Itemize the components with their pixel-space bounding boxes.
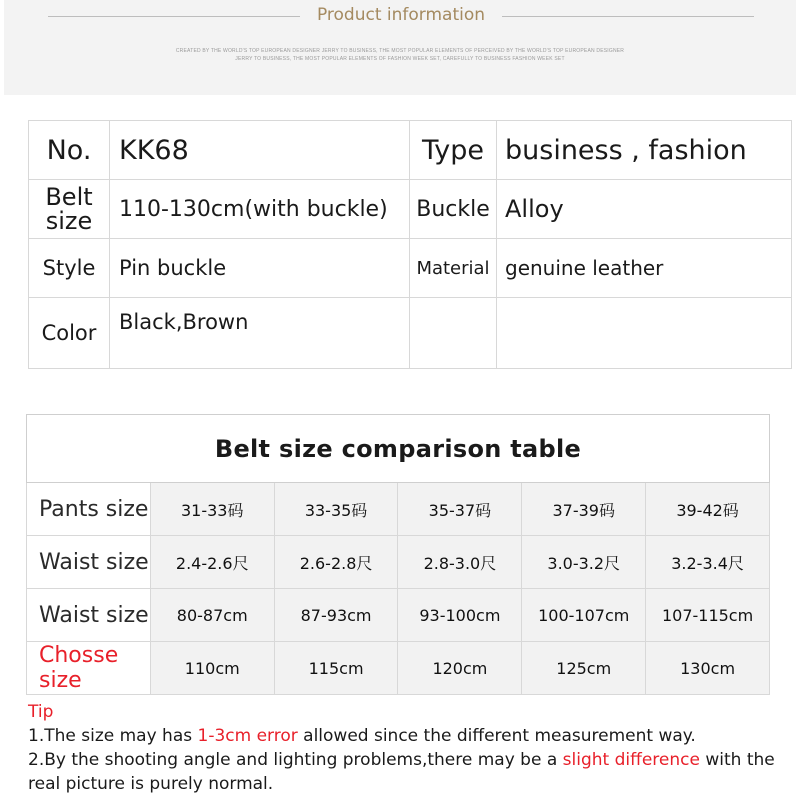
waist-size-chi-label: Waist size [27, 536, 151, 589]
table-cell: 3.2-3.4尺 [646, 536, 770, 589]
table-cell: 100-107cm [522, 589, 646, 642]
buckle-label-cell [410, 180, 497, 239]
table-cell: 87-93cm [274, 589, 398, 642]
table-cell: 39-42码 [646, 483, 770, 536]
table-cell: 130cm [646, 642, 770, 695]
table-row [27, 589, 770, 642]
style-value: Pin buckle [119, 256, 227, 280]
material-label: Material [416, 257, 490, 279]
style-label: Style [42, 256, 96, 280]
material-value: genuine leather [505, 256, 664, 280]
table-cell: 2.8-3.0尺 [398, 536, 522, 589]
tip-line-1 [28, 724, 788, 748]
table-cell: 110cm [150, 642, 274, 695]
type-value-cell [497, 121, 792, 180]
table-cell: 107-115cm [646, 589, 770, 642]
no-value-cell [110, 121, 410, 180]
table-cell: 33-35码 [274, 483, 398, 536]
table-cell: 120cm [398, 642, 522, 695]
belt-size-label [45, 185, 92, 233]
belt-size-label-line-2: size [45, 207, 93, 235]
type-value: business , fashion [505, 134, 747, 166]
style-value-cell [110, 239, 410, 298]
no-label: No. [46, 134, 92, 166]
product-info-table [28, 120, 792, 369]
style-label-cell [29, 239, 110, 298]
header-divider-right [502, 16, 754, 17]
empty-cell [410, 298, 497, 369]
color-value-cell [110, 298, 410, 369]
table-row [29, 298, 792, 369]
material-label-cell [410, 239, 497, 298]
table-cell: 80-87cm [150, 589, 274, 642]
table-cell: 93-100cm [398, 589, 522, 642]
tip-line-2-highlight: slight difference [562, 750, 700, 770]
table-row [27, 642, 770, 695]
choose-size-label: Chosse size [27, 642, 151, 695]
table-cell: 2.4-2.6尺 [150, 536, 274, 589]
tip-line-2-text-b: with the real picture is purely normal. [28, 750, 775, 794]
table-row [27, 483, 770, 536]
tip-section [28, 700, 788, 796]
belt-size-value-cell [110, 180, 410, 239]
header-title: Product information [316, 5, 486, 25]
buckle-value: Alloy [505, 195, 564, 223]
table-cell: 35-37码 [398, 483, 522, 536]
tip-title: Tip [28, 702, 54, 722]
size-comparison-table [26, 414, 770, 695]
table-row [29, 121, 792, 180]
material-value-cell [497, 239, 792, 298]
waist-size-cm-label: Waist size [27, 589, 151, 642]
no-label-cell [29, 121, 110, 180]
table-row [29, 239, 792, 298]
color-label-cell [29, 298, 110, 369]
type-label: Type [421, 134, 484, 166]
table-cell: 3.0-3.2尺 [522, 536, 646, 589]
table-caption-row [27, 415, 770, 483]
no-value: KK68 [119, 134, 189, 166]
buckle-value-cell [497, 180, 792, 239]
tip-line-1-text-a: 1.The size may has [28, 726, 198, 746]
table-cell: 2.6-2.8尺 [274, 536, 398, 589]
table-cell: 115cm [274, 642, 398, 695]
table-row [29, 180, 792, 239]
table-caption-cell [27, 415, 770, 483]
color-label: Color [41, 321, 97, 345]
belt-size-label-cell [29, 180, 110, 239]
header-fine-print-2: JERRY TO BUSINESS, THE MOST POPULAR ELEMENTS OF FASHION WEEK SET, CAREFULLY TO BUSINESS FASHION WEEK SET [235, 56, 565, 62]
header-divider-left [48, 16, 300, 17]
table-cell: 125cm [522, 642, 646, 695]
tip-line-1-text-b: allowed since the different measurement way. [297, 726, 696, 746]
table-row [27, 536, 770, 589]
empty-cell [497, 298, 792, 369]
belt-size-label-line-1: Belt [45, 183, 93, 211]
color-value: Black,Brown [119, 310, 249, 334]
belt-size-value: 110-130cm(with buckle) [119, 196, 388, 222]
table-cell: 37-39码 [522, 483, 646, 536]
header-banner [4, 0, 796, 95]
type-label-cell [410, 121, 497, 180]
table-cell: 31-33码 [150, 483, 274, 536]
table-caption: Belt size comparison table [214, 434, 582, 463]
pants-size-label: Pants size [27, 483, 151, 536]
header-fine-print-1: CREATED BY THE WORLD'S TOP EUROPEAN DESIGNER JERRY TO BUSINESS, THE MOST POPULAR ELEMENTS OF PERCEIVED BY THE WORLD'S TOP EUROPEAN DESIGNER [175, 48, 625, 54]
tip-line-1-highlight: 1-3cm error [197, 726, 298, 746]
buckle-label: Buckle [416, 196, 490, 222]
tip-line-2-text-a: 2.By the shooting angle and lighting problems,there may be a [28, 750, 563, 770]
tip-line-2 [28, 748, 788, 796]
